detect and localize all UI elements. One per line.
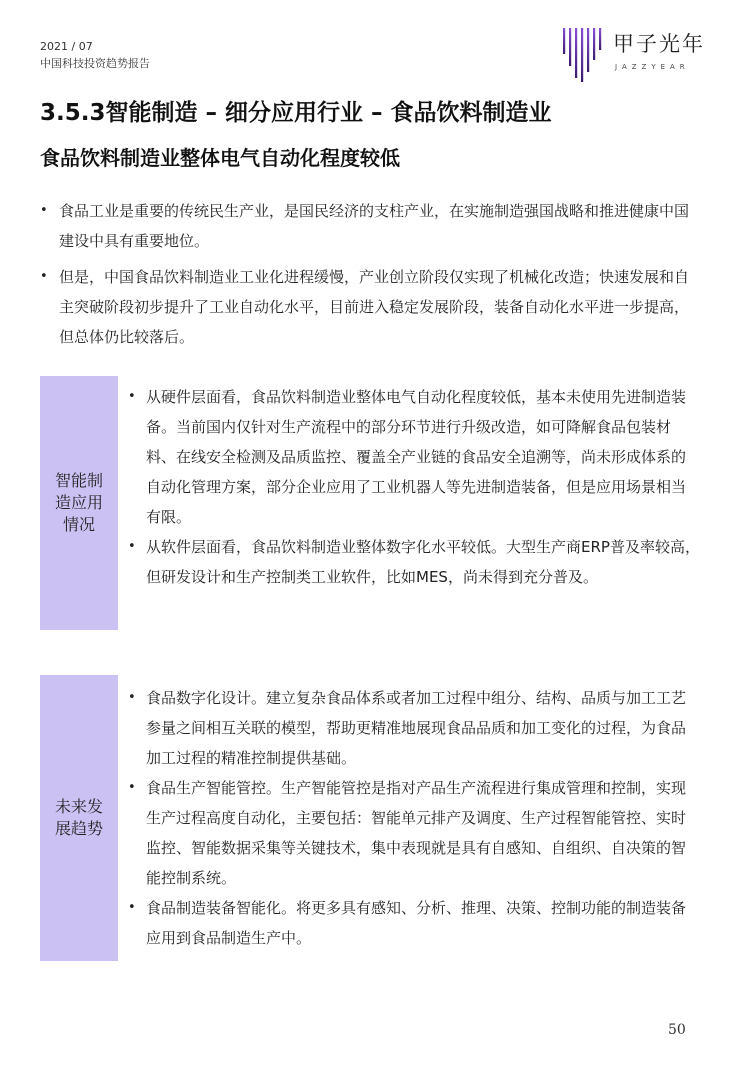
- section-list: [124, 382, 700, 592]
- section-label: [40, 675, 118, 961]
- section-future-trends: [40, 675, 700, 961]
- section-list: [124, 683, 700, 953]
- list-item: • 食品生产智能管控。生产智能管控是指对产品生产流程进行集成管理和控制，实现生产过程高度自动化，主要包括：智能单元排产及调度、生产过程智能管控、实时监控、智能数据采集等关键技术，集中表现就是具有自感知、自组织、自决策的智能控制系统。: [124, 773, 700, 893]
- page-subtitle: 食品饮料制造业整体电气自动化程度较低: [40, 146, 400, 170]
- jazzyear-logo: [561, 26, 711, 82]
- header-date: 2021 / 07: [40, 40, 93, 53]
- intro-item: • 但是，中国食品饮料制造业工业化进程缓慢，产业创立阶段仅实现了机械化改造；快速发展和自主突破阶段初步提升了工业自动化水平，目前进入稳定发展阶段，装备自动化水平进一步提高，但总体仍比较落后。: [40, 262, 700, 352]
- intro-list: [40, 196, 700, 358]
- logo-bars-icon: [561, 26, 607, 82]
- list-item: • 食品数字化设计。建立复杂食品体系或者加工过程中组分、结构、品质与加工工艺参量之间相互关联的模型，帮助更精准地展现食品品质和加工变化的过程，为食品加工过程的精准控制提供基础。: [124, 683, 700, 773]
- section-current-applications: [40, 376, 700, 630]
- section-label: [40, 376, 118, 630]
- logo-chinese-text: 甲子光年: [613, 32, 705, 56]
- logo-english-text: JAZZYEAR: [615, 63, 690, 71]
- intro-item: • 食品工业是重要的传统民生产业，是国民经济的支柱产业，在实施制造强国战略和推进健康中国建设中具有重要地位。: [40, 196, 700, 256]
- page-title: 3.5.3智能制造 – 细分应用行业 – 食品饮料制造业: [40, 100, 552, 126]
- list-item: • 从硬件层面看，食品饮料制造业整体电气自动化程度较低，基本未使用先进制造装备。当前国内仅针对生产流程中的部分环节进行升级改造，如可降解食品包装材料、在线安全检测及品质监控、覆盖全产业链的食品安全追溯等，尚未形成体系的自动化管理方案，部分企业应用了工业机器人等先进制造装备，但是应用场景相当有限。: [124, 382, 700, 532]
- list-item: • 食品制造装备智能化。将更多具有感知、分析、推理、决策、控制功能的制造装备应用到食品制造生产中。: [124, 893, 700, 953]
- list-item: • 从软件层面看，食品饮料制造业整体数字化水平较低。大型生产商ERP普及率较高，但研发设计和生产控制类工业软件，比如MES，尚未得到充分普及。: [124, 532, 700, 592]
- section-label-text: 未来发展趋势: [54, 797, 103, 838]
- header-report-name: 中国科技投资趋势报告: [40, 57, 150, 70]
- section-label-text: 智能制造应用情况: [54, 471, 103, 534]
- page-number: 50: [668, 1022, 686, 1038]
